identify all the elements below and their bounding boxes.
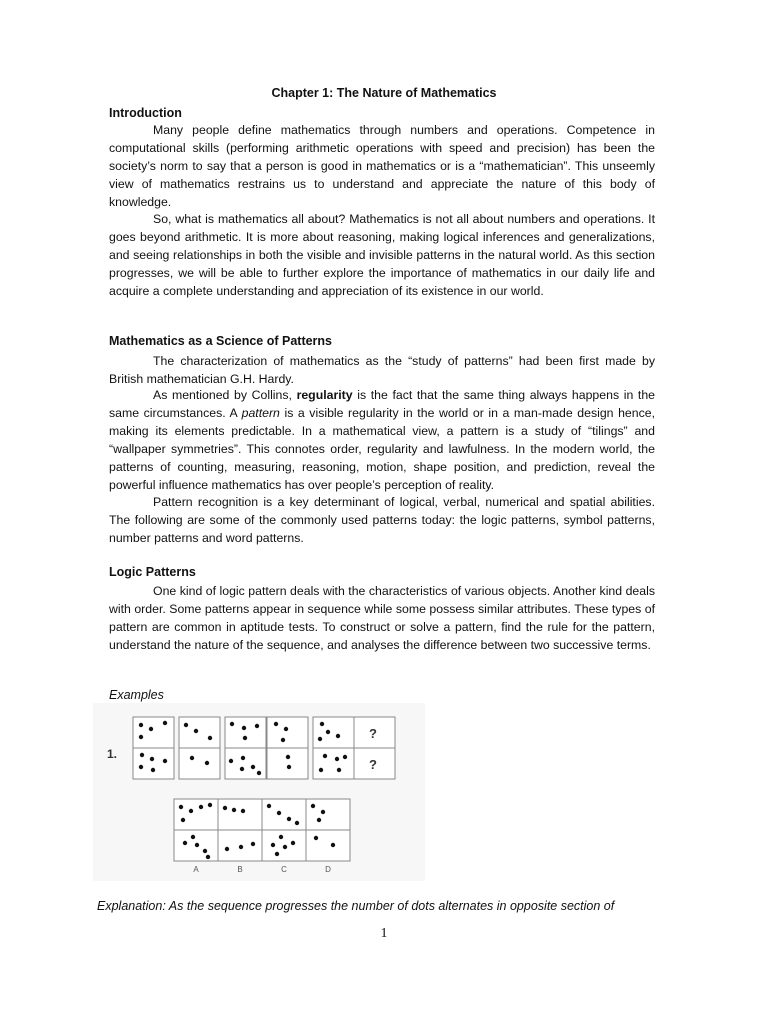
choice-d-top bbox=[306, 799, 350, 830]
patterns-p2-part-b: is the fact that the same thing always happens in the same circumstances. A bbox=[109, 388, 655, 420]
seq-cell-4-bottom bbox=[267, 748, 308, 779]
seq-cell-5-top bbox=[313, 717, 354, 748]
seq-cell-2-top bbox=[179, 717, 220, 748]
choice-label-b: B bbox=[237, 865, 243, 874]
logic-paragraph-1-text: One kind of logic pattern deals with the characteristics of various objects. Another kind deals with order. Some patterns appear in sequence while some possess similar attributes. These types of pattern are common in aptitude tests. To construct or solve a pattern, find the rule for the pattern, understand the nature of the sequence, and analyses the difference between two successive terms. bbox=[109, 584, 655, 652]
patterns-p2-bold-term: regularity bbox=[296, 388, 353, 402]
choice-c-top bbox=[262, 799, 306, 830]
patterns-paragraph-1 bbox=[109, 352, 655, 388]
patterns-paragraph-1-text: The characterization of mathematics as the “study of patterns” had been first made by British mathematician G.H. Hardy. bbox=[109, 354, 655, 386]
intro-paragraph-2-text: So, what is mathematics all about? Mathematics is not all about numbers and operations. It goes beyond arithmetic. It is more about reasoning, making logical inferences and generalizations, and seeing relationships in both the visible and invisible patterns in the natural world. As this section progresses, we will be able to further explore the importance of mathematics in our daily life and acquire a complete understanding and appreciation of its existence in our world. bbox=[109, 212, 655, 298]
choice-label-a: A bbox=[193, 865, 199, 874]
seq-cell-3-top bbox=[225, 717, 266, 748]
sequence-grid bbox=[133, 717, 395, 779]
question-mark-bottom: ? bbox=[369, 757, 377, 772]
item-number: 1. bbox=[107, 747, 118, 761]
question-mark-top: ? bbox=[369, 726, 377, 741]
introduction-heading: Introduction bbox=[109, 106, 182, 120]
patterns-p2-part-a: As mentioned by Collins, bbox=[153, 388, 297, 402]
examples-label: Examples bbox=[109, 688, 164, 702]
choice-label-d: D bbox=[325, 865, 331, 874]
choice-b-top bbox=[218, 799, 262, 830]
intro-paragraph-1 bbox=[109, 121, 655, 211]
logic-paragraph-1 bbox=[109, 582, 655, 654]
choice-d-bottom bbox=[306, 830, 350, 861]
seq-cell-5-bottom bbox=[313, 748, 354, 779]
intro-paragraph-1-text: Many people define mathematics through numbers and operations. Competence in computational skills (performing arithmetic operations with speed and precision) has been the society’s norm to say that a person is good in mathematics or is a “mathematician”. This unseemly view of mathematics restrains us to understand and appreciate the nature of this body of knowledge. bbox=[109, 123, 655, 209]
patterns-paragraph-3 bbox=[109, 493, 655, 547]
logic-patterns-heading: Logic Patterns bbox=[109, 565, 196, 579]
patterns-p2-part-c: is a visible regularity in the world or in a man-made design hence, making its elements predictable. In a mathematical view, a pattern is a study of “tilings” and “wallpaper symmetries”. This connotes order, regularity and lawfulness. In the modern world, the patterns of counting, measuring, reasoning, motion, shape position, and prediction, reveal the powerful influence mathematics has over people’s perception of reality. bbox=[109, 406, 655, 492]
dot-pattern-figure bbox=[93, 703, 425, 881]
seq-cell-2-bottom bbox=[179, 748, 220, 779]
seq-cell-4-top bbox=[267, 717, 308, 748]
patterns-paragraph-2 bbox=[109, 386, 655, 494]
chapter-title: Chapter 1: The Nature of Mathematics bbox=[271, 86, 497, 100]
intro-paragraph-2 bbox=[109, 210, 655, 300]
choice-label-c: C bbox=[281, 865, 287, 874]
patterns-heading: Mathematics as a Science of Patterns bbox=[109, 334, 333, 348]
patterns-paragraph-3-text: Pattern recognition is a key determinant of logical, verbal, numerical and spatial abilities. The following are some of the commonly used patterns today: the logic patterns, symbol patterns, number patterns and word patterns. bbox=[109, 495, 655, 545]
explanation-text: Explanation: As the sequence progresses the number of dots alternates in opposite section of bbox=[97, 899, 615, 913]
seq-cell-1-bottom bbox=[133, 748, 174, 779]
patterns-p2-italic-term: pattern bbox=[241, 406, 280, 420]
seq-cell-1-top bbox=[133, 717, 174, 748]
page-number: 1 bbox=[380, 926, 388, 941]
